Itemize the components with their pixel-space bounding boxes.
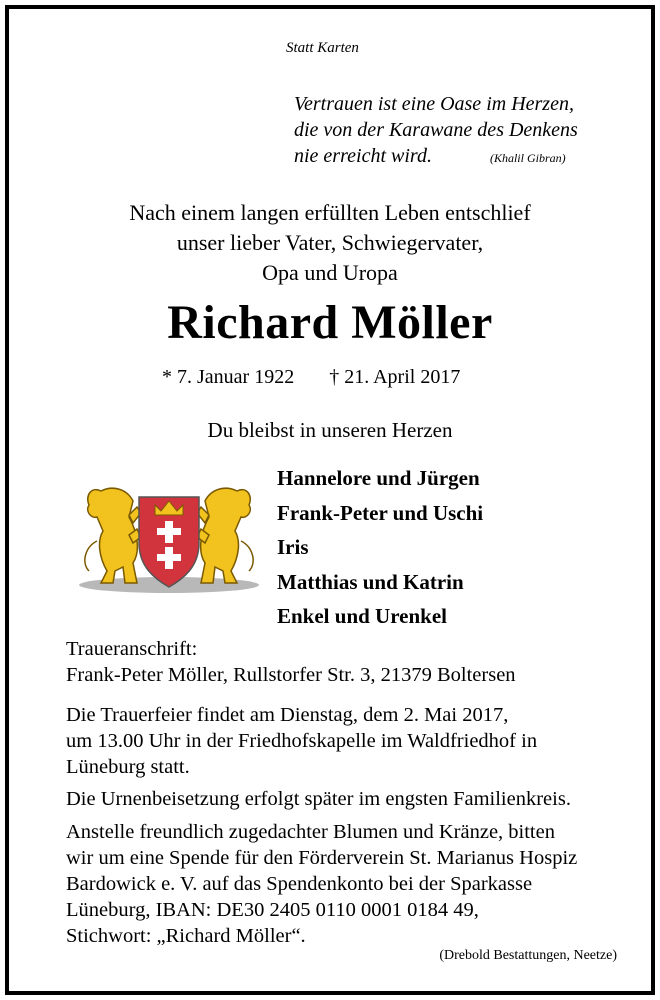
quote	[294, 91, 578, 171]
intro-line: unser lieber Vater, Schwiegervater,	[176, 230, 484, 255]
birth-date: * 7. Januar 1922	[162, 366, 295, 388]
donation-info	[66, 819, 577, 949]
family-list	[277, 461, 483, 634]
family-member: Matthias und Katrin	[277, 569, 464, 594]
funeral-line: Die Trauerfeier findet am Dienstag, dem 2. Mai 2017,	[66, 704, 509, 726]
coat-of-arms-danzig-icon	[71, 471, 267, 597]
deceased-name: Richard Möller	[167, 296, 493, 349]
donation-line: wir um eine Spende für den Förderverein St. Marianus Hospiz	[66, 847, 578, 869]
intro-line: Opa und Uropa	[262, 260, 398, 285]
donation-line: Lüneburg, IBAN: DE30 2405 0110 0001 0184 49,	[66, 899, 479, 921]
address-label: Traueranschrift:	[66, 638, 198, 660]
statt-karten: Statt Karten	[286, 40, 359, 56]
donation-line: Anstelle freundlich zugedachter Blumen und Kränze, bitten	[66, 821, 555, 843]
obituary-notice	[5, 5, 655, 995]
address-line: Frank-Peter Möller, Rullstorfer Str. 3, 21379 Boltersen	[66, 664, 516, 686]
urn-info: Die Urnenbeisetzung erfolgt später im engsten Familienkreis.	[66, 788, 571, 810]
funeral-home-credit: (Drebold Bestattungen, Neetze)	[439, 948, 617, 963]
right-lion-icon	[197, 488, 253, 583]
death-date: † 21. April 2017	[329, 366, 461, 388]
family-member: Hannelore und Jürgen	[277, 466, 480, 490]
intro-text	[9, 198, 651, 288]
quote-line: die von der Karawane des Denkens	[294, 119, 578, 141]
family-member: Iris	[277, 535, 309, 559]
life-dates	[162, 366, 460, 389]
quote-author: (Khalil Gibran)	[489, 151, 566, 165]
quote-line: nie erreicht wird. (Khalil Gibran)	[294, 145, 566, 167]
donation-line: Stichwort: „Richard Möller“.	[66, 925, 306, 947]
mourning-address	[66, 636, 516, 688]
remembrance-line: Du bleibst in unseren Herzen	[207, 418, 453, 442]
funeral-info	[66, 702, 537, 780]
family-member: Enkel und Urenkel	[277, 604, 447, 628]
family-member: Frank-Peter und Uschi	[277, 500, 484, 525]
left-lion-icon	[85, 488, 141, 583]
quote-line: Vertrauen ist eine Oase im Herzen,	[294, 93, 574, 115]
donation-line: Bardowick e. V. auf das Spendenkonto bei der Sparkasse	[66, 873, 533, 895]
intro-line: Nach einem langen erfüllten Leben entschlief	[129, 200, 531, 225]
funeral-line: Lüneburg statt.	[66, 756, 190, 778]
funeral-line: um 13.00 Uhr in der Friedhofskapelle im Waldfriedhof in	[66, 730, 538, 752]
